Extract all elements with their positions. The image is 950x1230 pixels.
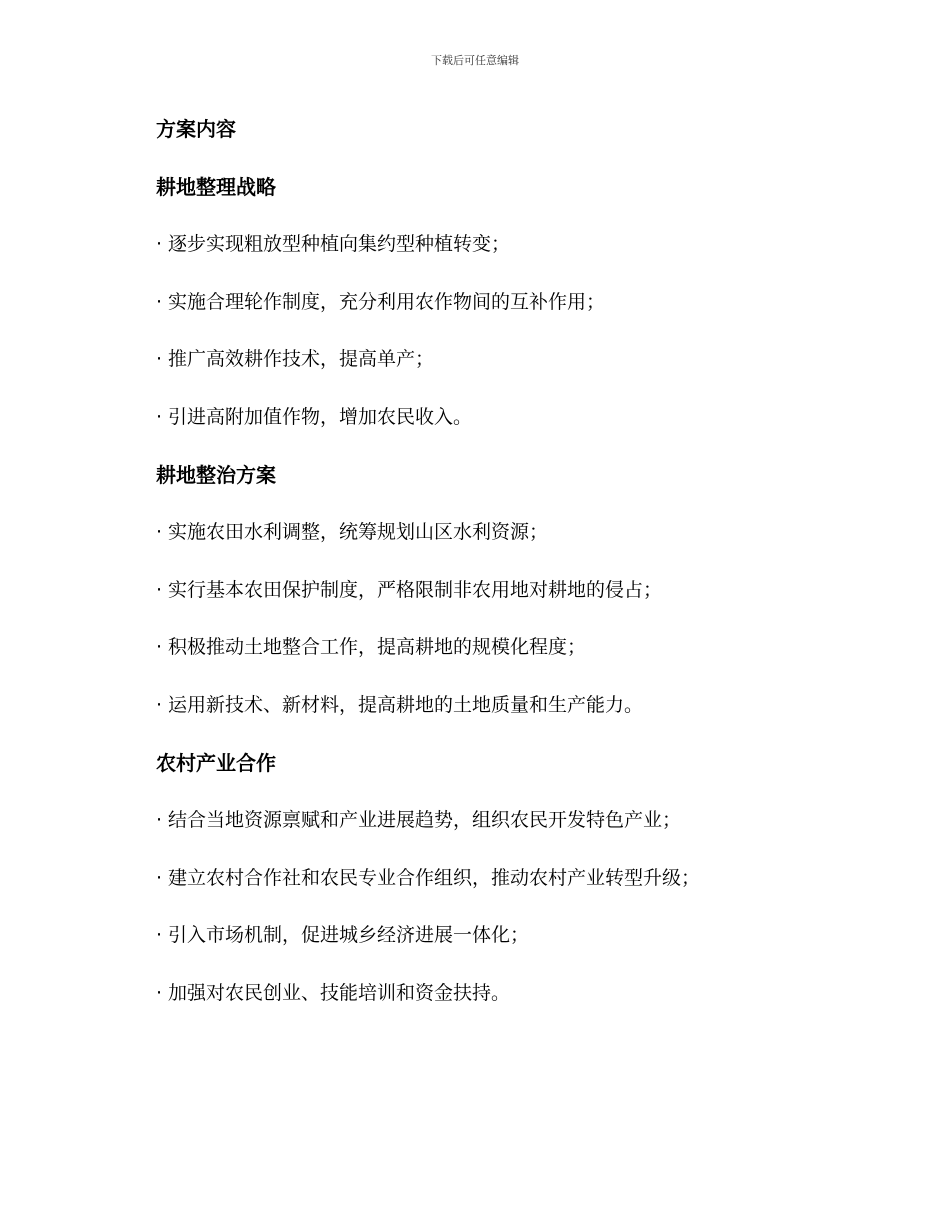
list-item <box>156 400 856 434</box>
document-body <box>156 112 856 1034</box>
bullet-dot-icon: · <box>156 981 163 1004</box>
section-heading-1: 耕地整理战略 <box>156 174 276 199</box>
list-item <box>156 630 856 664</box>
list-item <box>156 573 856 607</box>
list-item <box>156 227 856 261</box>
list-item-text: 加强对农民创业、技能培训和资金扶持。 <box>168 981 511 1004</box>
list-item-text: 推广高效耕作技术，提高单产； <box>168 348 435 371</box>
list-item-text: 运用新技术、新材料，提高耕地的土地质量和生产能力。 <box>168 693 644 716</box>
section-heading-2: 耕地整治方案 <box>156 462 276 487</box>
bullet-dot-icon: · <box>156 290 163 313</box>
list-item-text: 实行基本农田保护制度，严格限制非农用地对耕地的侵占； <box>168 578 663 601</box>
list-item-text: 结合当地资源禀赋和产业进展趋势，组织农民开发特色产业； <box>168 809 682 832</box>
list-item-text: 逐步实现粗放型种植向集约型种植转变； <box>168 233 511 256</box>
list-item <box>156 515 856 549</box>
list-item <box>156 688 856 722</box>
list-item-text: 引入市场机制，促进城乡经济进展一体化； <box>168 924 530 947</box>
list-item <box>156 918 856 952</box>
document-title: 方案内容 <box>156 117 236 141</box>
list-item <box>156 861 856 895</box>
bullet-dot-icon: · <box>156 521 163 544</box>
bullet-dot-icon: · <box>156 405 163 428</box>
section-heading-3: 农村产业合作 <box>156 750 276 775</box>
list-item-text: 建立农村合作社和农民专业合作组织，推动农村产业转型升级； <box>168 866 701 889</box>
bullet-dot-icon: · <box>156 924 163 947</box>
list-item <box>156 342 856 376</box>
list-item-text: 实施合理轮作制度，充分利用农作物间的互补作用； <box>168 290 606 313</box>
list-item-text: 实施农田水利调整，统筹规划山区水利资源； <box>168 521 549 544</box>
bullet-dot-icon: · <box>156 866 163 889</box>
bullet-dot-icon: · <box>156 809 163 832</box>
page-header: 下载后可任意编辑 <box>431 54 519 67</box>
bullet-dot-icon: · <box>156 233 163 256</box>
bullet-dot-icon: · <box>156 636 163 659</box>
bullet-dot-icon: · <box>156 693 163 716</box>
bullet-dot-icon: · <box>156 348 163 371</box>
list-item <box>156 285 856 319</box>
list-item <box>156 803 856 837</box>
list-item <box>156 976 856 1010</box>
bullet-dot-icon: · <box>156 578 163 601</box>
list-item-text: 积极推动土地整合工作，提高耕地的规模化程度； <box>168 636 587 659</box>
list-item-text: 引进高附加值作物，增加农民收入。 <box>168 405 473 428</box>
